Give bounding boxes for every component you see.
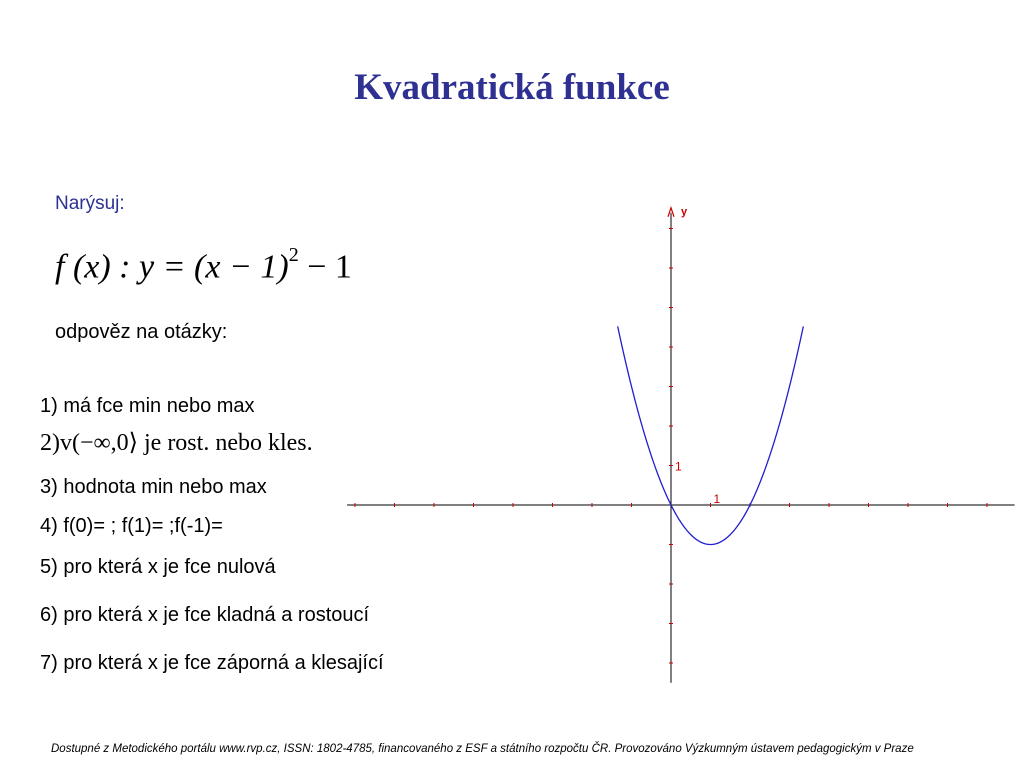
question-5: 5) pro která x je fce nulová: [40, 556, 276, 578]
question-1: 1) má fce min nebo max: [40, 395, 255, 417]
y-tick-label: 1: [675, 459, 682, 474]
question-3: 3) hodnota min nebo max: [40, 476, 267, 498]
question-7: 7) pro která x je fce záporná a klesající: [40, 652, 384, 674]
question-4: 4) f(0)= ; f(1)= ;f(-1)=: [40, 515, 223, 537]
question-6: 6) pro která x je fce kladná a rostoucí: [40, 604, 370, 626]
formula-exponent: 2: [288, 244, 299, 266]
questions-prompt: odpověz na otázky:: [55, 321, 228, 343]
footer-source-note: Dostupné z Metodického portálu www.rvp.cz, ISSN: 1802-4785, financovaného z ESF a státního rozpočtu ČR. Provozováno Výzkumným ústavem pedagogickým v Praze: [51, 743, 914, 755]
formula-lhs: f (x) : y = (x − 1): [55, 248, 289, 286]
y-axis-label: y: [681, 205, 688, 218]
slide-title: Kvadratická funkce: [354, 67, 670, 108]
parabola-curve: [618, 326, 804, 544]
question-2: 2)v(−∞,0⟩ je rost. nebo kles.: [40, 430, 313, 456]
draw-prompt: Narýsuj:: [55, 193, 125, 214]
formula-rhs: − 1: [298, 248, 352, 286]
x-tick-label: 1: [713, 492, 721, 506]
